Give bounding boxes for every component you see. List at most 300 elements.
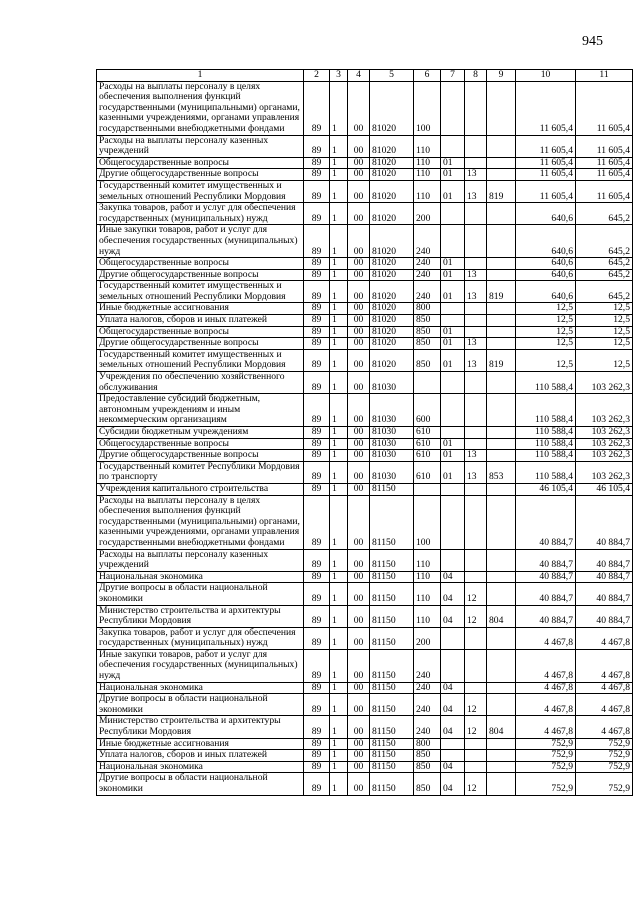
row-cell: 752,9: [576, 750, 633, 762]
row-cell: 1: [330, 583, 348, 605]
row-cell: 00: [348, 180, 370, 202]
row-cell: [487, 81, 516, 135]
row-cell: [487, 761, 516, 773]
table-row: [97, 571, 633, 583]
row-cell: 04: [441, 761, 465, 773]
row-cell: 00: [348, 450, 370, 462]
table-row: [97, 483, 633, 495]
row-cell: 00: [348, 269, 370, 281]
row-cell: [487, 427, 516, 439]
row-cell: 640,6: [516, 225, 576, 258]
row-cell: [441, 750, 465, 762]
row-cell: 89: [304, 427, 330, 439]
row-cell: 00: [348, 203, 370, 225]
row-cell: 640,6: [516, 258, 576, 270]
row-label: Общегосударственные вопросы: [97, 157, 304, 169]
row-cell: 00: [348, 349, 370, 371]
row-cell: [465, 761, 487, 773]
row-cell: 11 605,4: [576, 180, 633, 202]
row-cell: 1: [330, 427, 348, 439]
row-cell: 645,2: [576, 203, 633, 225]
row-cell: 01: [441, 438, 465, 450]
row-cell: 81030: [370, 438, 414, 450]
table-row: [97, 394, 633, 427]
row-cell: 110: [414, 583, 441, 605]
row-cell: 89: [304, 281, 330, 303]
row-cell: 00: [348, 483, 370, 495]
row-cell: [465, 258, 487, 270]
row-cell: 640,6: [516, 203, 576, 225]
row-cell: 01: [441, 338, 465, 350]
row-cell: 81150: [370, 773, 414, 795]
row-cell: 850: [414, 326, 441, 338]
row-cell: [441, 627, 465, 649]
row-cell: 110: [414, 157, 441, 169]
row-cell: 40 884,7: [516, 605, 576, 627]
row-cell: 645,2: [576, 281, 633, 303]
row-label: Расходы на выплаты персоналу в целях обеспечения выполнения функций государственными (муниципальными) органами, казенными учреждениями, органами управления государственными внебюджетными фондами: [97, 81, 304, 135]
row-cell: [465, 135, 487, 157]
row-cell: 81030: [370, 394, 414, 427]
row-cell: [465, 203, 487, 225]
row-label: Национальная экономика: [97, 761, 304, 773]
row-cell: 40 884,7: [576, 571, 633, 583]
row-cell: [487, 750, 516, 762]
row-cell: 89: [304, 738, 330, 750]
row-label: Учреждения капитального строительства: [97, 483, 304, 495]
row-cell: 1: [330, 483, 348, 495]
row-cell: 81020: [370, 157, 414, 169]
row-cell: 12,5: [516, 338, 576, 350]
row-cell: 89: [304, 157, 330, 169]
row-cell: 1: [330, 338, 348, 350]
row-cell: 240: [414, 281, 441, 303]
row-cell: 610: [414, 438, 441, 450]
table-row: [97, 225, 633, 258]
row-cell: 89: [304, 773, 330, 795]
row-cell: 110 588,4: [516, 438, 576, 450]
row-cell: 00: [348, 738, 370, 750]
row-cell: 01: [441, 349, 465, 371]
row-cell: 13: [465, 349, 487, 371]
row-cell: 81150: [370, 649, 414, 682]
row-cell: 40 884,7: [576, 549, 633, 571]
table-row: [97, 203, 633, 225]
row-label: Иные бюджетные ассигнования: [97, 303, 304, 315]
row-cell: 804: [487, 716, 516, 738]
row-cell: [487, 303, 516, 315]
row-cell: 240: [414, 269, 441, 281]
row-cell: 1: [330, 761, 348, 773]
row-cell: 81020: [370, 169, 414, 181]
row-cell: 4 467,8: [516, 627, 576, 649]
row-cell: [465, 549, 487, 571]
row-cell: 4 467,8: [516, 649, 576, 682]
row-cell: 00: [348, 605, 370, 627]
row-cell: 853: [487, 461, 516, 483]
row-cell: [487, 773, 516, 795]
row-cell: 819: [487, 180, 516, 202]
table-row: [97, 716, 633, 738]
row-cell: 1: [330, 682, 348, 694]
row-cell: 89: [304, 461, 330, 483]
column-header: 3: [330, 70, 348, 82]
column-header: 2: [304, 70, 330, 82]
row-cell: [441, 372, 465, 394]
row-cell: [465, 438, 487, 450]
row-cell: 200: [414, 203, 441, 225]
row-cell: [487, 694, 516, 716]
row-cell: 12,5: [516, 303, 576, 315]
row-cell: 110: [414, 180, 441, 202]
row-cell: 00: [348, 694, 370, 716]
row-cell: 4 467,8: [576, 649, 633, 682]
row-cell: 81020: [370, 338, 414, 350]
row-cell: 1: [330, 694, 348, 716]
row-cell: 89: [304, 303, 330, 315]
row-cell: 850: [414, 750, 441, 762]
table-row: [97, 694, 633, 716]
table-row: [97, 281, 633, 303]
row-cell: 752,9: [516, 750, 576, 762]
row-cell: [487, 338, 516, 350]
row-cell: 89: [304, 605, 330, 627]
row-cell: 110 588,4: [516, 427, 576, 439]
column-header: 1: [97, 70, 304, 82]
row-cell: [465, 571, 487, 583]
row-cell: 04: [441, 716, 465, 738]
row-label: Расходы на выплаты персоналу казенных учреждений: [97, 549, 304, 571]
row-cell: 40 884,7: [516, 549, 576, 571]
table-row: [97, 773, 633, 795]
row-cell: 1: [330, 315, 348, 327]
row-cell: [487, 372, 516, 394]
row-cell: 110: [414, 605, 441, 627]
row-cell: 11 605,4: [576, 157, 633, 169]
row-cell: [487, 549, 516, 571]
row-cell: 01: [441, 326, 465, 338]
row-cell: [441, 483, 465, 495]
row-cell: 12,5: [576, 338, 633, 350]
table-row: [97, 169, 633, 181]
table-row: [97, 682, 633, 694]
row-cell: 4 467,8: [516, 694, 576, 716]
table-row: [97, 338, 633, 350]
row-cell: [487, 326, 516, 338]
header-row: [97, 70, 633, 82]
row-cell: 240: [414, 716, 441, 738]
row-cell: 4 467,8: [576, 627, 633, 649]
row-cell: 100: [414, 495, 441, 549]
row-cell: 1: [330, 135, 348, 157]
row-cell: 1: [330, 438, 348, 450]
row-cell: 81030: [370, 427, 414, 439]
row-label: Иные закупки товаров, работ и услуг для обеспечения государственных (муниципальных) нужд: [97, 225, 304, 258]
row-label: Иные закупки товаров, работ и услуг для обеспечения государственных (муниципальных) нужд: [97, 649, 304, 682]
row-cell: 752,9: [576, 773, 633, 795]
row-cell: 00: [348, 495, 370, 549]
row-label: Другие общегосударственные вопросы: [97, 169, 304, 181]
row-cell: [487, 203, 516, 225]
row-cell: 00: [348, 549, 370, 571]
row-cell: 01: [441, 157, 465, 169]
row-cell: 1: [330, 738, 348, 750]
row-cell: 00: [348, 169, 370, 181]
row-cell: [487, 627, 516, 649]
row-cell: 11 605,4: [516, 169, 576, 181]
table-row: [97, 303, 633, 315]
row-cell: 46 105,4: [516, 483, 576, 495]
row-cell: [465, 372, 487, 394]
row-cell: 89: [304, 694, 330, 716]
row-cell: 11 605,4: [516, 81, 576, 135]
row-cell: 00: [348, 315, 370, 327]
row-cell: 640,6: [516, 281, 576, 303]
row-cell: [465, 225, 487, 258]
row-cell: 89: [304, 583, 330, 605]
row-label: Расходы на выплаты персоналу казенных учреждений: [97, 135, 304, 157]
row-cell: 12: [465, 605, 487, 627]
row-label: Министерство строительства и архитектуры Республики Мордовия: [97, 716, 304, 738]
row-cell: [441, 303, 465, 315]
table-row: [97, 627, 633, 649]
row-cell: 110 588,4: [516, 461, 576, 483]
row-cell: [487, 269, 516, 281]
column-header: 4: [348, 70, 370, 82]
row-cell: 89: [304, 450, 330, 462]
row-cell: 46 105,4: [576, 483, 633, 495]
row-cell: 240: [414, 649, 441, 682]
row-cell: 610: [414, 461, 441, 483]
row-cell: [465, 427, 487, 439]
row-cell: 600: [414, 394, 441, 427]
table-row: [97, 326, 633, 338]
row-cell: 01: [441, 461, 465, 483]
row-label: Уплата налогов, сборов и иных платежей: [97, 315, 304, 327]
row-cell: 12,5: [516, 315, 576, 327]
row-cell: 01: [441, 180, 465, 202]
table-row: [97, 583, 633, 605]
row-cell: 89: [304, 81, 330, 135]
row-cell: [465, 750, 487, 762]
row-cell: 1: [330, 372, 348, 394]
row-cell: 1: [330, 303, 348, 315]
row-cell: 200: [414, 627, 441, 649]
row-cell: [414, 372, 441, 394]
row-cell: 81020: [370, 135, 414, 157]
row-cell: 81020: [370, 258, 414, 270]
row-cell: 81030: [370, 461, 414, 483]
row-cell: [465, 315, 487, 327]
table-row: [97, 135, 633, 157]
row-cell: 752,9: [576, 761, 633, 773]
row-cell: 01: [441, 281, 465, 303]
page-number: 945: [582, 34, 603, 49]
row-cell: 850: [414, 349, 441, 371]
row-cell: 89: [304, 169, 330, 181]
row-cell: 00: [348, 583, 370, 605]
row-cell: 1: [330, 203, 348, 225]
row-cell: 850: [414, 773, 441, 795]
row-cell: 13: [465, 180, 487, 202]
row-cell: 110 588,4: [516, 450, 576, 462]
row-cell: 240: [414, 225, 441, 258]
row-cell: 81020: [370, 225, 414, 258]
row-cell: 81150: [370, 761, 414, 773]
row-cell: 1: [330, 649, 348, 682]
row-cell: 00: [348, 81, 370, 135]
row-cell: 819: [487, 349, 516, 371]
row-cell: 1: [330, 349, 348, 371]
row-cell: 00: [348, 750, 370, 762]
row-cell: 110 588,4: [516, 372, 576, 394]
row-cell: 1: [330, 269, 348, 281]
row-cell: [441, 649, 465, 682]
row-cell: 81150: [370, 694, 414, 716]
table-row: [97, 738, 633, 750]
row-cell: 103 262,3: [576, 372, 633, 394]
row-cell: 00: [348, 682, 370, 694]
row-cell: 752,9: [516, 761, 576, 773]
row-cell: 89: [304, 750, 330, 762]
row-cell: 110: [414, 169, 441, 181]
row-cell: 89: [304, 495, 330, 549]
table-row: [97, 438, 633, 450]
row-cell: 81150: [370, 571, 414, 583]
row-cell: 81150: [370, 495, 414, 549]
table-row: [97, 258, 633, 270]
row-cell: 1: [330, 169, 348, 181]
row-cell: 12: [465, 694, 487, 716]
row-cell: 4 467,8: [576, 682, 633, 694]
row-cell: 110: [414, 549, 441, 571]
row-cell: 89: [304, 326, 330, 338]
row-cell: 12,5: [516, 349, 576, 371]
row-cell: 240: [414, 694, 441, 716]
row-cell: 4 467,8: [516, 682, 576, 694]
row-cell: [487, 682, 516, 694]
row-cell: [441, 549, 465, 571]
row-cell: 13: [465, 338, 487, 350]
row-cell: 40 884,7: [576, 495, 633, 549]
row-cell: 81030: [370, 450, 414, 462]
row-cell: 00: [348, 627, 370, 649]
row-cell: 1: [330, 605, 348, 627]
row-label: Другие общегосударственные вопросы: [97, 338, 304, 350]
row-cell: 00: [348, 281, 370, 303]
row-cell: 89: [304, 483, 330, 495]
row-label: Закупка товаров, работ и услуг для обеспечения государственных (муниципальных) нужд: [97, 627, 304, 649]
row-cell: 1: [330, 326, 348, 338]
row-cell: 819: [487, 281, 516, 303]
row-cell: 13: [465, 169, 487, 181]
row-cell: 40 884,7: [576, 605, 633, 627]
row-cell: 81030: [370, 372, 414, 394]
row-label: Национальная экономика: [97, 571, 304, 583]
row-cell: 12,5: [576, 349, 633, 371]
row-cell: 81150: [370, 483, 414, 495]
table-row: [97, 549, 633, 571]
column-header: 7: [441, 70, 465, 82]
table-row: [97, 372, 633, 394]
row-cell: 01: [441, 269, 465, 281]
row-label: Закупка товаров, работ и услуг для обеспечения государственных (муниципальных) нужд: [97, 203, 304, 225]
row-cell: 610: [414, 427, 441, 439]
table-row: [97, 495, 633, 549]
row-cell: [487, 258, 516, 270]
row-cell: [487, 649, 516, 682]
table-row: [97, 269, 633, 281]
row-cell: 01: [441, 450, 465, 462]
row-label: Другие общегосударственные вопросы: [97, 269, 304, 281]
row-cell: 89: [304, 203, 330, 225]
table-row: [97, 450, 633, 462]
row-cell: 1: [330, 495, 348, 549]
row-cell: [487, 583, 516, 605]
row-cell: 00: [348, 716, 370, 738]
row-cell: 81150: [370, 682, 414, 694]
row-cell: 12: [465, 716, 487, 738]
row-cell: 850: [414, 315, 441, 327]
row-cell: 640,6: [516, 269, 576, 281]
row-cell: 89: [304, 627, 330, 649]
row-cell: 89: [304, 761, 330, 773]
row-label: Другие общегосударственные вопросы: [97, 450, 304, 462]
row-cell: [465, 649, 487, 682]
row-cell: 00: [348, 438, 370, 450]
row-cell: 103 262,3: [576, 438, 633, 450]
row-cell: 81020: [370, 303, 414, 315]
row-cell: 00: [348, 258, 370, 270]
row-cell: 81020: [370, 326, 414, 338]
row-cell: 1: [330, 450, 348, 462]
row-label: Расходы на выплаты персоналу в целях обеспечения выполнения функций государственными (муниципальными) органами, казенными учреждениями, органами управления государственными внебюджетными фондами: [97, 495, 304, 549]
row-cell: 13: [465, 281, 487, 303]
row-cell: [465, 495, 487, 549]
row-cell: 89: [304, 571, 330, 583]
table-body: [97, 81, 633, 795]
row-cell: 89: [304, 180, 330, 202]
row-cell: 12: [465, 773, 487, 795]
row-cell: 04: [441, 583, 465, 605]
table-row: [97, 427, 633, 439]
row-cell: 89: [304, 269, 330, 281]
row-cell: 81020: [370, 269, 414, 281]
row-label: Государственный комитет Республики Мордовия по транспорту: [97, 461, 304, 483]
row-cell: [465, 627, 487, 649]
row-cell: 1: [330, 180, 348, 202]
row-cell: 81150: [370, 583, 414, 605]
row-cell: 89: [304, 258, 330, 270]
row-cell: 103 262,3: [576, 427, 633, 439]
row-cell: 81150: [370, 750, 414, 762]
row-cell: 1: [330, 549, 348, 571]
row-cell: 00: [348, 135, 370, 157]
row-cell: [441, 738, 465, 750]
table-row: [97, 750, 633, 762]
row-cell: 13: [465, 269, 487, 281]
row-label: Иные бюджетные ассигнования: [97, 738, 304, 750]
row-cell: 00: [348, 649, 370, 682]
row-cell: 89: [304, 716, 330, 738]
table-row: [97, 315, 633, 327]
row-cell: 89: [304, 315, 330, 327]
row-cell: [441, 135, 465, 157]
row-cell: 12,5: [576, 315, 633, 327]
row-cell: 1: [330, 716, 348, 738]
row-cell: 1: [330, 157, 348, 169]
row-cell: [487, 135, 516, 157]
